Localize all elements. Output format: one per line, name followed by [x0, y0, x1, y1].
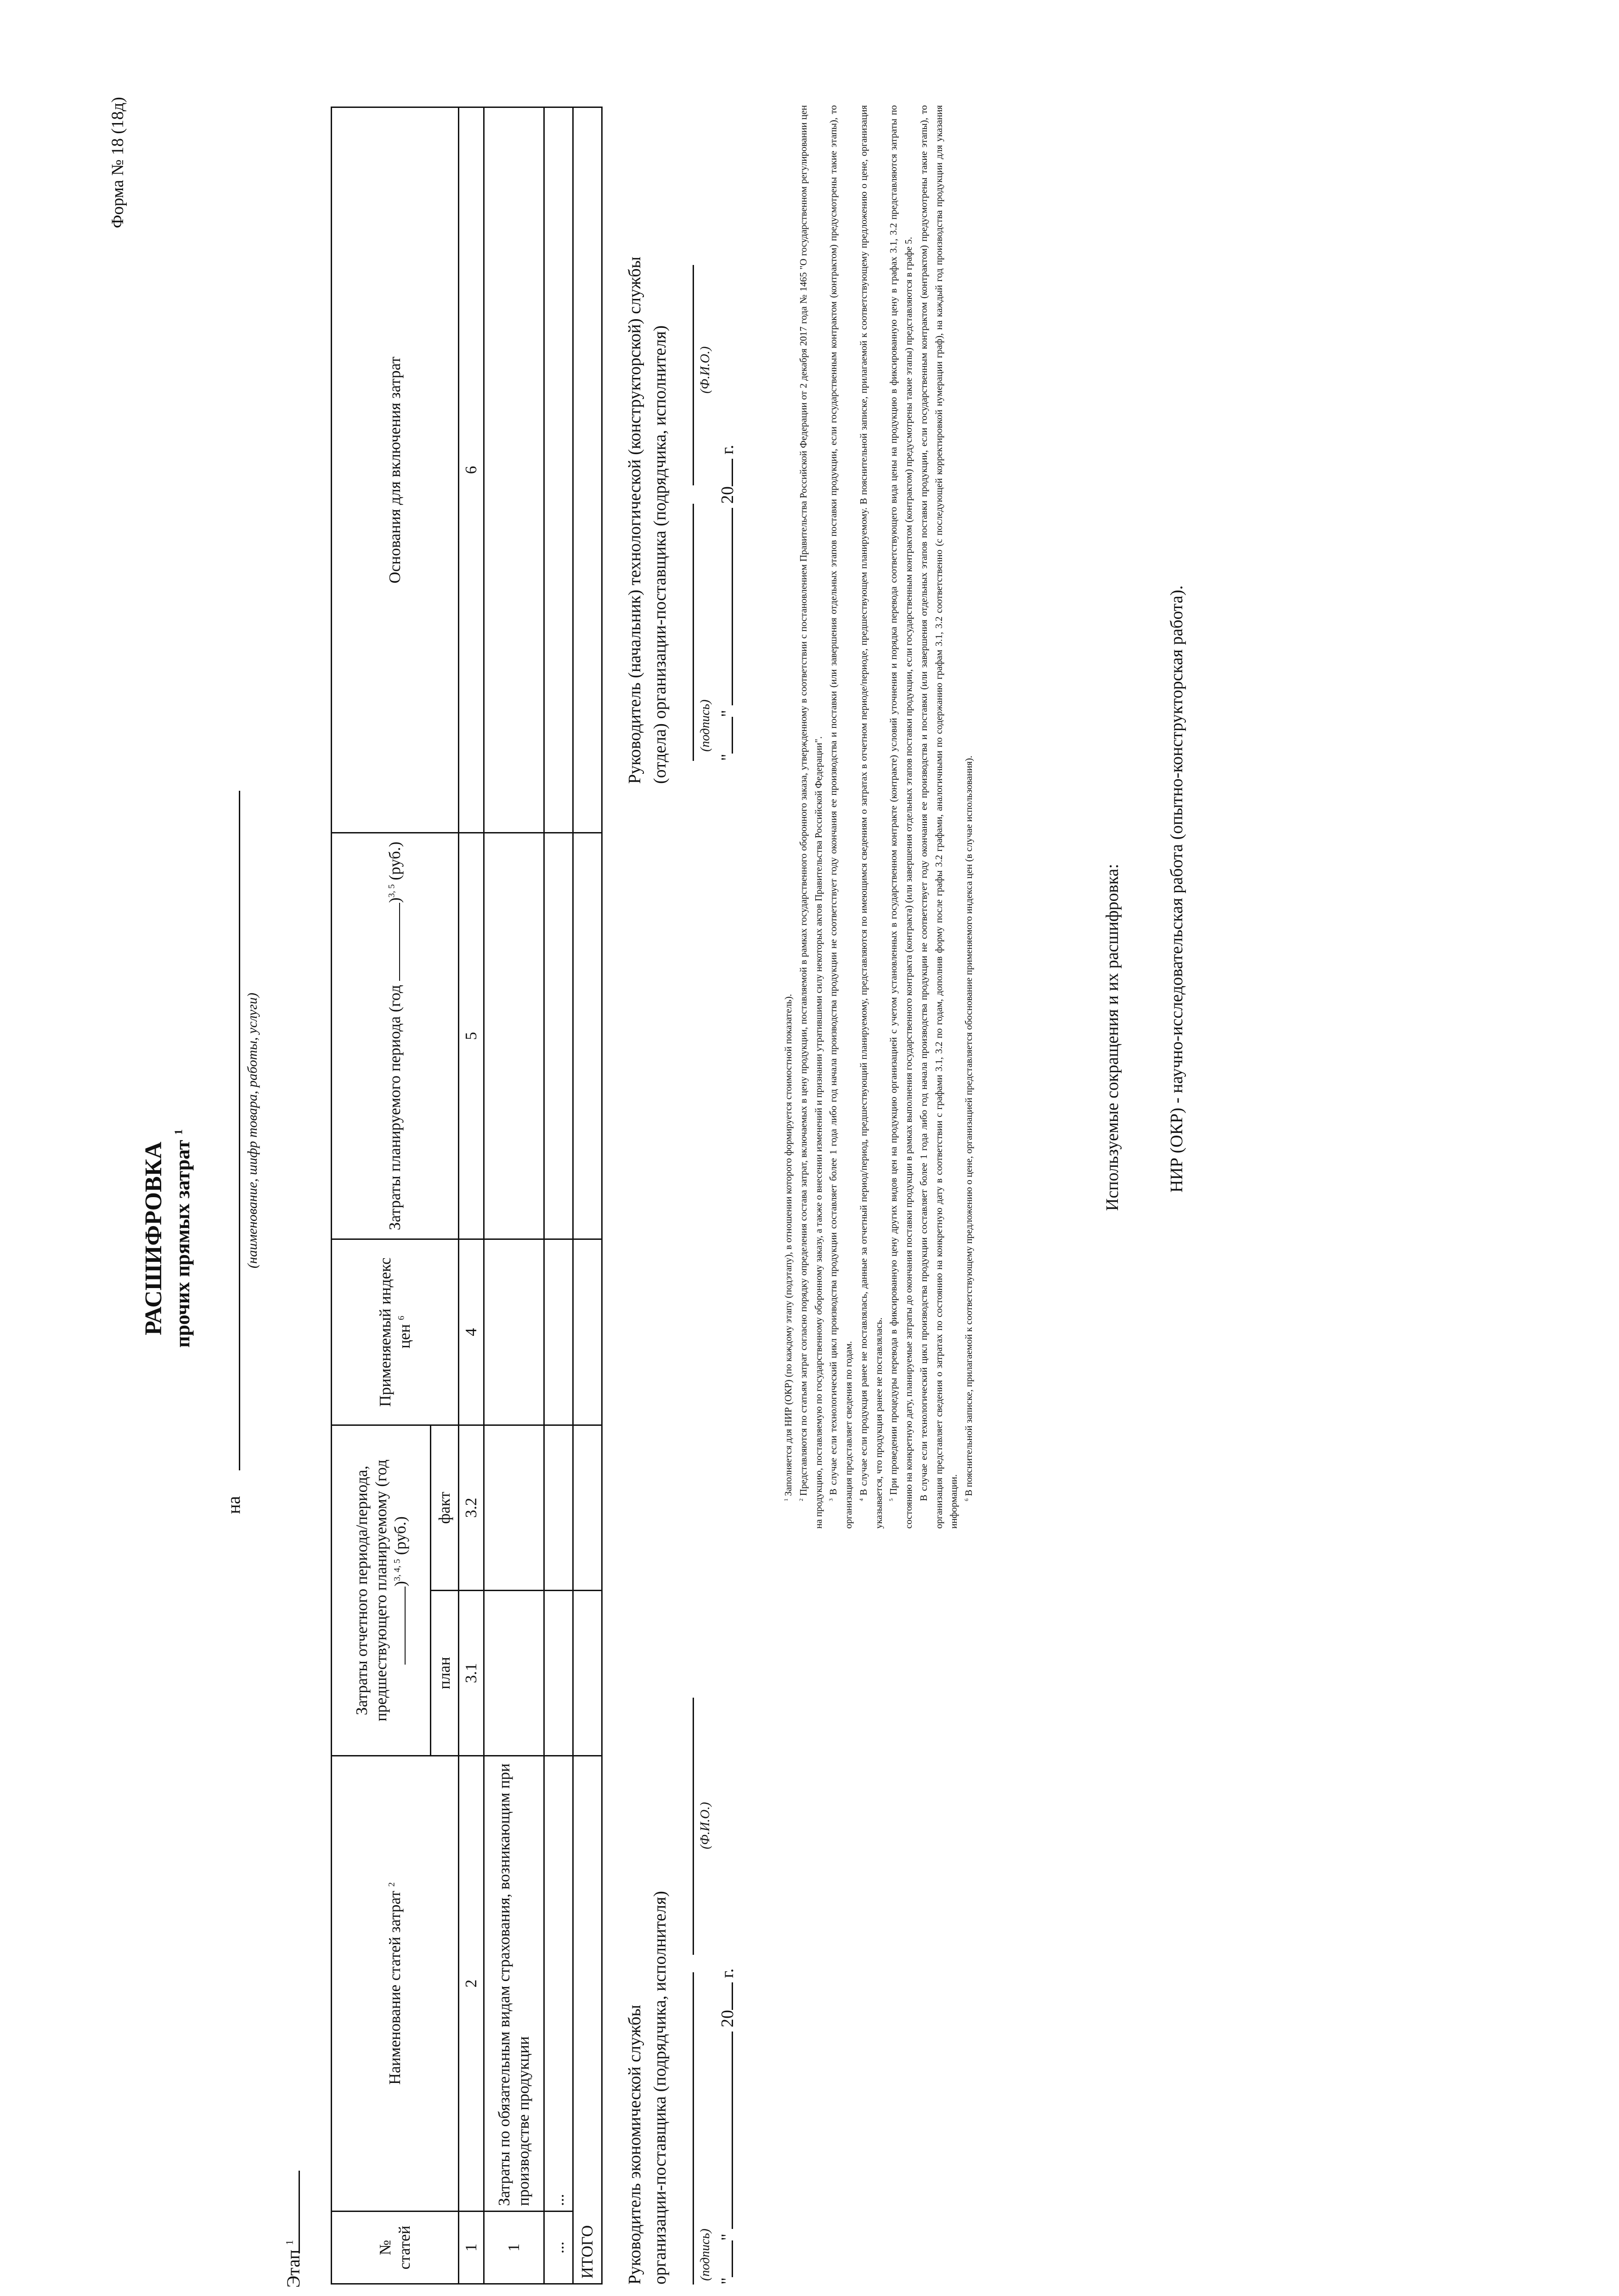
header-fact: факт — [431, 1425, 459, 1590]
header-planned-period — [332, 833, 459, 1239]
econ-hint-sign: (подпись) — [698, 2228, 712, 2281]
column-number: 4 — [459, 1239, 484, 1425]
tech-date-year: 20 — [718, 486, 737, 504]
econ-signature-title — [622, 1891, 673, 2285]
footnote — [826, 105, 856, 1529]
footnote-text: Представляются по статьям затрат согласно порядку определения состава затрат, включаемых в цену продукции, поставляемой в рамках государственного оборонного заказа, утвержденному в соответствии с постановлением Правительства Российской Федерации от 2 декабря 2017 года № 1465 "О государственном регулировании цен на продукцию, поставляемую по государственному оборонному заказу, а также о внесении изменений и признании утратившими силу некоторых актов Правительства Российской Федерации". — [797, 105, 824, 1529]
footnote-mark: 2 — [798, 1498, 804, 1501]
footnote-mark: 6 — [964, 1498, 970, 1501]
product-name-line — [239, 791, 240, 1470]
tech-hint-name: (Ф.И.О.) — [698, 346, 712, 394]
header-index-text: Применяемый индекс цен — [376, 1257, 413, 1407]
header-planned-unit: (руб.) — [386, 841, 404, 880]
econ-date-quote-open: " — [718, 2277, 737, 2285]
column-number: 3.2 — [459, 1425, 484, 1590]
header-no: № статей — [332, 2212, 459, 2284]
cell-planned — [484, 833, 544, 1239]
footnote-text: В пояснительной записке, прилагаемой к соответствующему предложению о цене, организацией представляется обоснование применяемого индекса цен (в случае использования). — [963, 755, 974, 1496]
econ-name-line — [693, 1698, 694, 1955]
column-number: 6 — [459, 107, 484, 833]
table-total-row — [573, 107, 602, 2284]
econ-title-line2: организации-поставщика (подрядчика, исполнителя) — [650, 1891, 670, 2285]
cell-plan — [484, 1591, 544, 1756]
tech-date-quote-close: " — [718, 709, 737, 717]
header-prev-text: Затраты отчетного периода/периода, предшествующего планируемому (год — [352, 1459, 390, 1722]
tech-signature-title — [622, 257, 673, 784]
footnote-text: В случае если технологический цикл производства продукции составляет более 1 года либо год начала производства продукции не соответствует году окончания ее производства и поставки (или завершения отдельных этапов поставки продукции, если государственным контрактом (контрактом) предусмотрены такие этапы), то организация представляет сведения по годам. — [828, 105, 854, 1529]
cell-index — [544, 1239, 573, 1425]
cell-basis — [544, 107, 573, 833]
econ-title-line1: Руководитель экономической службы — [625, 2004, 644, 2285]
footnotes — [781, 105, 976, 1529]
abbreviations-title: Используемые сокращения и их расшифровка: — [1103, 864, 1122, 1211]
tech-name-line — [693, 265, 694, 485]
column-number: 3.1 — [459, 1591, 484, 1756]
column-number: 5 — [459, 833, 484, 1239]
header-planned-paren: ) — [386, 897, 404, 903]
product-name-hint: (наименование, шифр товара, работы, услуги) — [245, 992, 260, 1269]
footnote — [781, 105, 796, 1529]
row-no: ... — [544, 2212, 573, 2284]
form-number: Форма № 18 (18д) — [108, 97, 127, 228]
cell-fact — [484, 1425, 544, 1590]
header-planned-text: Затраты планируемого периода (год — [386, 985, 404, 1231]
tech-title-line1: Руководитель (начальник) технологической (конструкторской) службы — [625, 256, 644, 784]
cell-fact — [573, 1425, 602, 1590]
header-prev-unit: (руб.) — [391, 1516, 409, 1555]
document-subtitle — [171, 871, 194, 1606]
footnote-text: В случае если технологический цикл производства продукции составляет более 1 года либо год начала производства продукции не соответствует году окончания ее производства и поставки (или завершения отдельных этапов поставки продукции, если государственным контрактом (контрактом) предусмотрены такие этапы), то организация представляет сведения о затратах по состоянию на конкретную дату в соответствии с графами 3.1, 3.2 по годам, дополнив форму после графы 3.2 графами, аналогичными по содержанию графам 3.1, 3.2 соответственно (с последующей корректировкой нумерации граф), на каждый год производства продукции для указания информации. — [918, 105, 959, 1529]
stage-line — [299, 2171, 300, 2253]
cell-basis — [484, 107, 544, 833]
header-planned-footnote-mark: 3, 5 — [387, 884, 397, 898]
footnote — [916, 105, 961, 1529]
footnote — [961, 105, 976, 1529]
cell-fact — [544, 1425, 573, 1590]
subtitle-footnote-mark: 1 — [172, 1129, 185, 1135]
footnote-mark: 4 — [858, 1498, 864, 1501]
header-name-text: Наименование статей затрат — [386, 1891, 404, 2085]
cell-index — [573, 1239, 602, 1425]
footnote-text: В случае если продукция ранее не поставлялась, данные за отчетный период/период, предшествующий планируемому, представляются по имеющимся сведениям о затратах в отчетном периоде/периоде, предшествующем планируемому. В пояснительной записке, прилагаемой к соответствующему предложению о цене, организация указывается, что продукция ранее не поставлялась. — [857, 105, 884, 1529]
footnote-mark: 5 — [889, 1498, 895, 1501]
column-numbers-row — [459, 107, 484, 2284]
footnote — [886, 105, 916, 1529]
footnote — [796, 105, 826, 1529]
footnote-text: Заполняется для НИР (ОКР) (по каждому этапу (подэтапу), в отношении которого формируется стоимостной показатель). — [783, 994, 794, 1496]
header-prev-period — [332, 1425, 431, 1756]
table-row — [484, 107, 544, 2284]
tech-date-suffix: г. — [718, 445, 737, 455]
econ-hint-name: (Ф.И.О.) — [698, 1802, 712, 1849]
tech-title-line2: (отдела) организации-поставщика (подрядчика, исполнителя) — [650, 325, 670, 784]
econ-date-suffix: г. — [718, 1968, 737, 1978]
stage-label — [282, 2240, 304, 2288]
costs-table — [331, 107, 603, 2285]
econ-signature-line — [693, 1972, 694, 2285]
econ-date — [717, 1969, 738, 2285]
tech-date — [717, 445, 738, 761]
header-prev-footnote-mark: 3, 4, 5 — [392, 1559, 402, 1581]
cell-index — [484, 1239, 544, 1425]
document-title: РАСШИФРОВКА — [141, 1142, 167, 1335]
header-name — [332, 1756, 459, 2212]
column-number: 2 — [459, 1756, 484, 2212]
cell-plan — [544, 1591, 573, 1756]
header-plan: план — [431, 1591, 459, 1756]
header-basis: Основания для включения затрат — [332, 107, 459, 833]
header-name-footnote-mark: 2 — [387, 1882, 397, 1887]
header-index — [332, 1239, 459, 1425]
column-number: 1 — [459, 2212, 484, 2284]
footnote-mark: 3 — [829, 1498, 835, 1501]
header-index-footnote-mark: 6 — [396, 1316, 406, 1320]
table-row — [544, 107, 573, 2284]
tech-date-quote-open: " — [718, 754, 737, 761]
tech-signature-line — [693, 504, 694, 761]
footnote-text: При проведении процедуры перевода в фиксированную цену других видов цен на продукцию организацией с учетом установленных в государственном контракте (контракте) условий уточнения и порядка перевода соответствующего вида цены на продукцию в фиксированную цену в графах 3.1, 3.2 представляются затраты по состоянию на конкретную дату, планируемые затраты до окончания поставки продукции в рамках выполнения государственного контракта (контракта) (или завершения отдельных этапов поставки продукции, если государственным контрактом (контрактом) предусмотрены такие этапы) представляются в графе 5. — [888, 105, 914, 1529]
tech-hint-sign: (подпись) — [698, 699, 712, 752]
table-header-row — [332, 107, 431, 2284]
footnote — [856, 105, 886, 1529]
stage-footnote-mark: 1 — [283, 2240, 295, 2245]
stage-text: Этап — [283, 2249, 304, 2288]
header-prev-paren: ) — [391, 1581, 409, 1587]
footnote-mark: 1 — [784, 1498, 789, 1501]
cell-planned — [544, 833, 573, 1239]
cell-planned — [573, 833, 602, 1239]
subtitle-text: прочих прямых затрат — [171, 1140, 194, 1348]
econ-date-year: 20 — [718, 2009, 737, 2027]
cell-basis — [573, 107, 602, 833]
on-label: на — [223, 1496, 244, 1514]
econ-date-quote-close: " — [718, 2233, 737, 2241]
row-name: ... — [544, 1756, 573, 2212]
row-no: 1 — [484, 2212, 544, 2284]
total-label: ИТОГО — [573, 1756, 602, 2284]
cell-plan — [573, 1591, 602, 1756]
abbreviation-item: НИР (ОКР) - научно-исследовательская работа (опытно-конструкторская работа). — [1167, 585, 1186, 1193]
row-name: Затраты по обязательным видам страхования, возникающим при производстве продукции — [484, 1756, 544, 2212]
